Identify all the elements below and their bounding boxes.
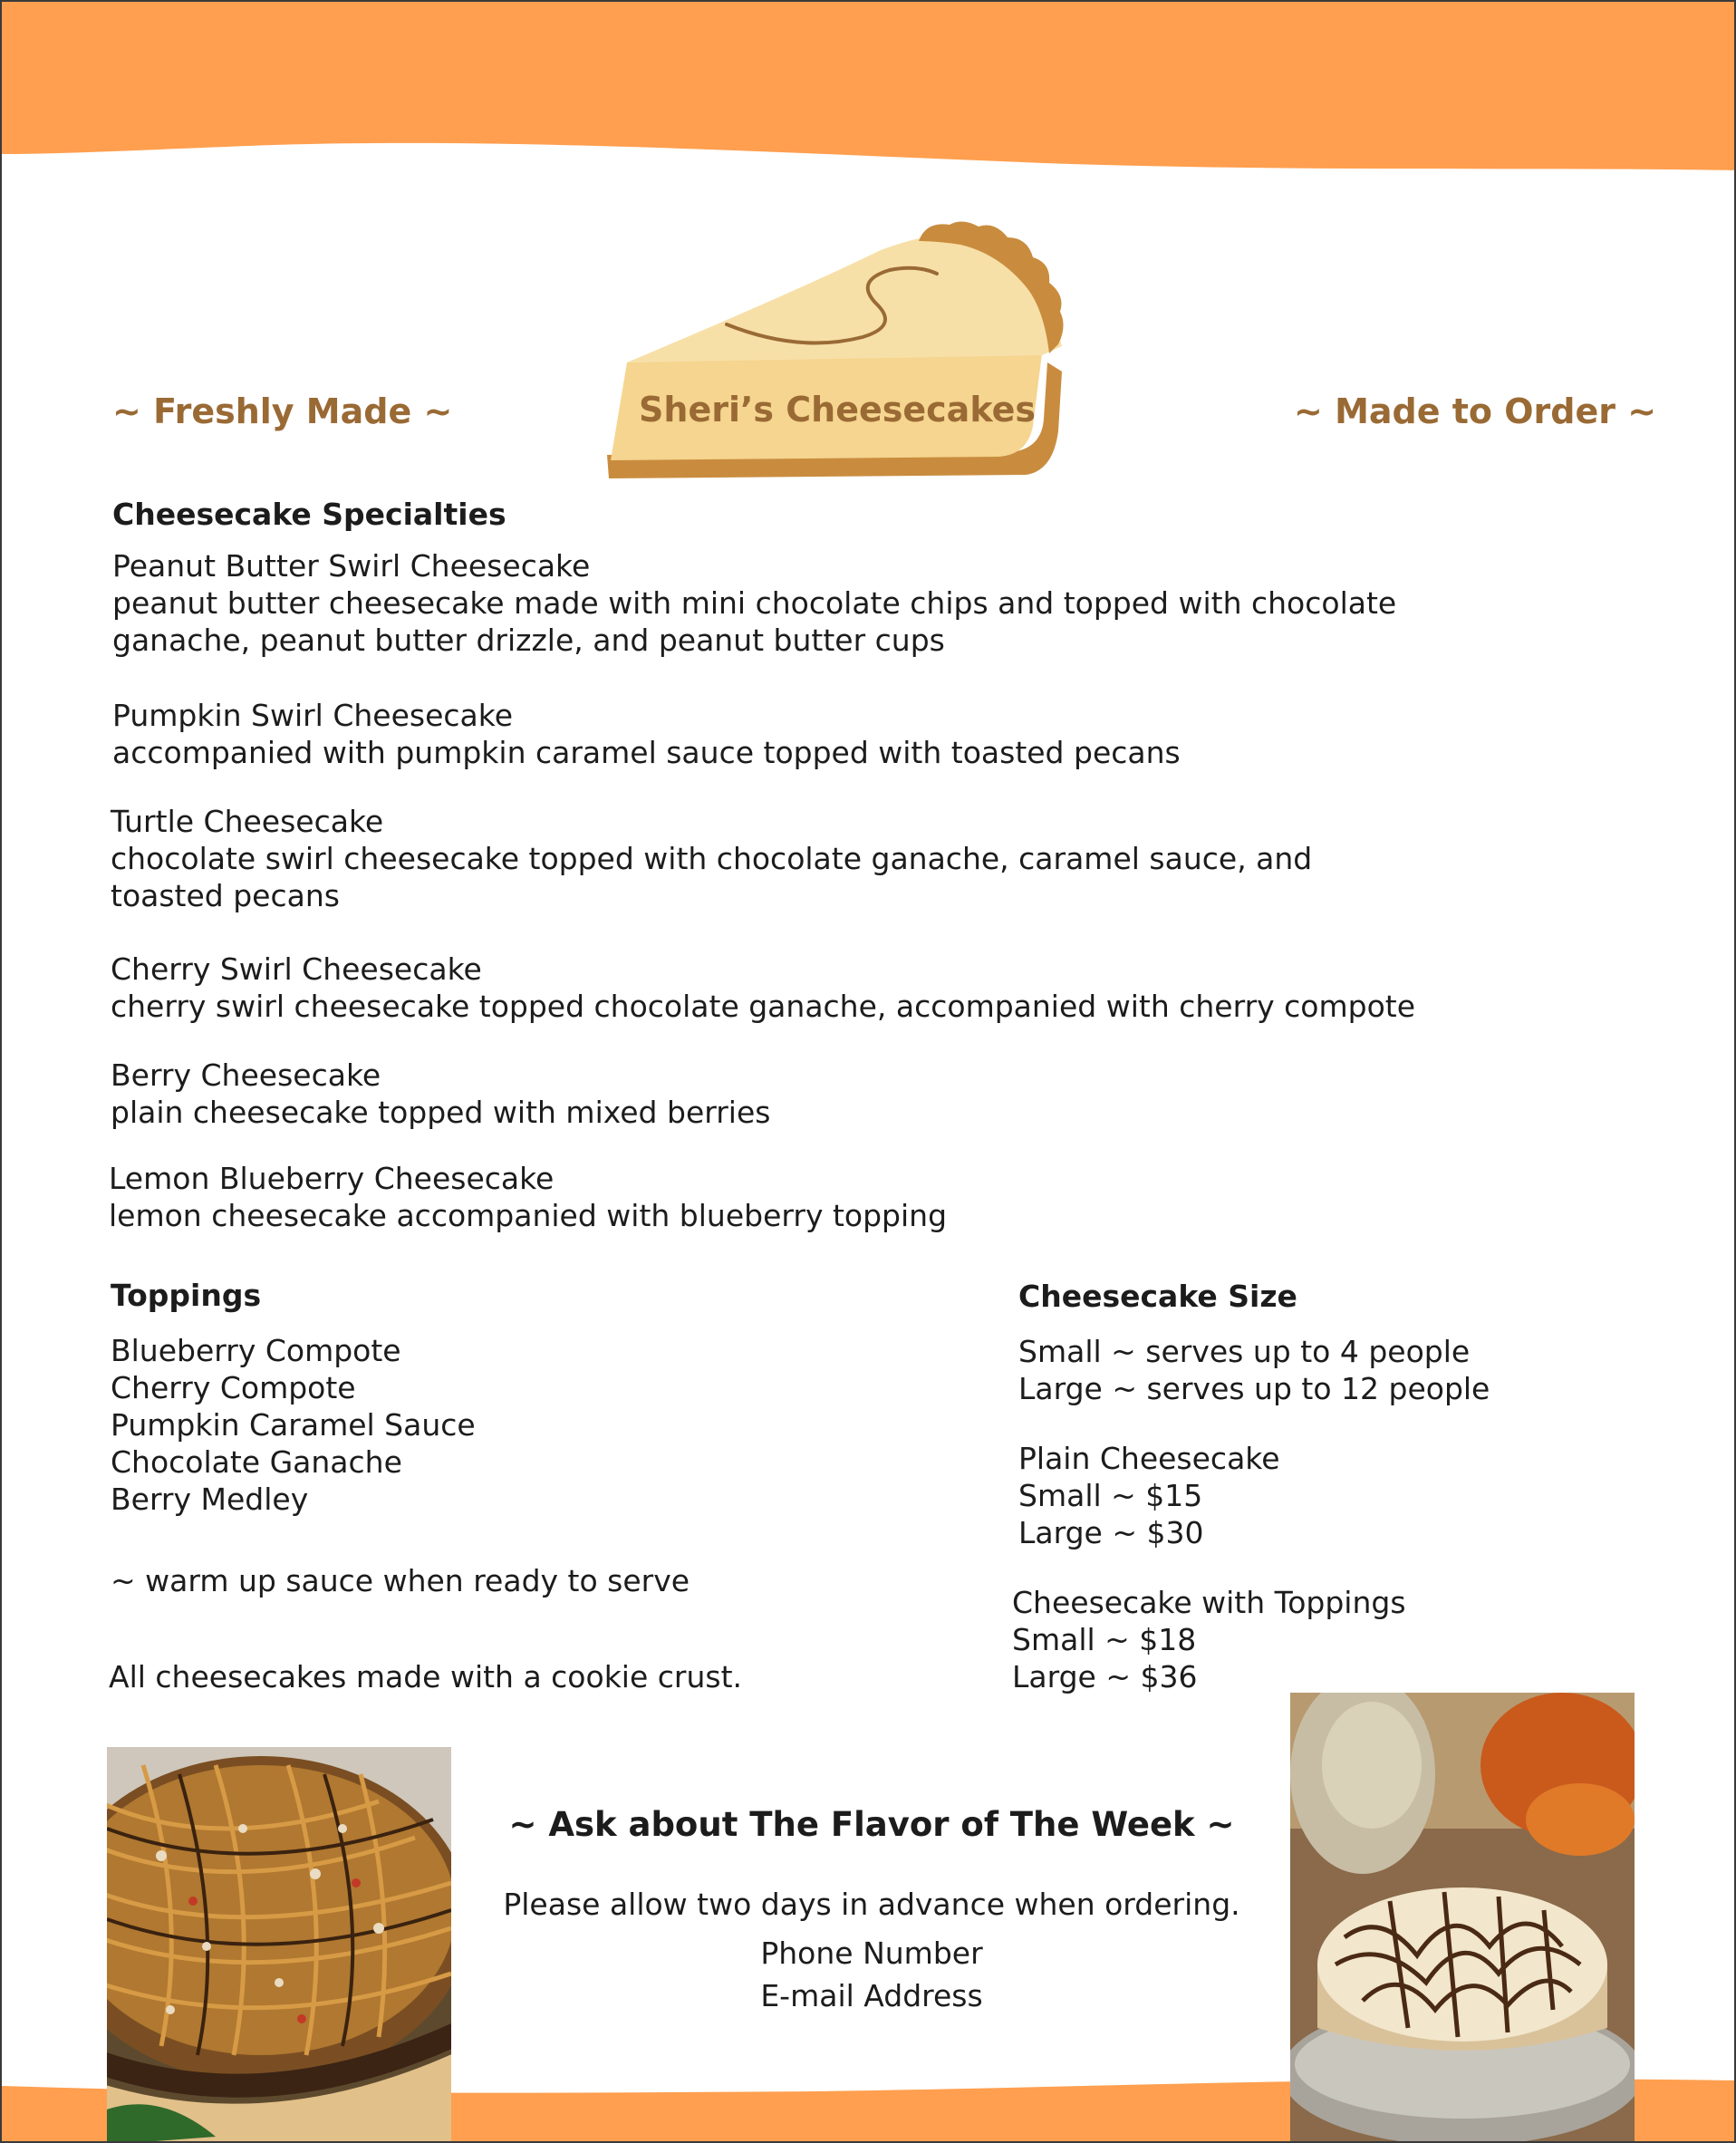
toppings-large-price: Large ~ $36 bbox=[1012, 1659, 1198, 1694]
size-serving-list bbox=[1018, 1333, 1490, 1407]
menu-item bbox=[112, 697, 1181, 771]
turtle-cheesecake-photo bbox=[107, 1747, 451, 2143]
brand-name: Sheri’s Cheesecakes bbox=[639, 390, 1036, 430]
menu-item-description: ganache, peanut butter drizzle, and peanut butter cups bbox=[112, 623, 945, 658]
made-to-order-tagline: ~ Made to Order ~ bbox=[1294, 391, 1657, 431]
toppings-price-block bbox=[1012, 1584, 1406, 1695]
list-item: Cherry Compote bbox=[111, 1370, 356, 1405]
menu-item bbox=[111, 803, 1312, 914]
menu-item-description: toasted pecans bbox=[111, 878, 340, 913]
size-heading: Cheesecake Size bbox=[1018, 1279, 1297, 1314]
toppings-title: Cheesecake with Toppings bbox=[1012, 1585, 1406, 1620]
menu-item-name: Turtle Cheesecake bbox=[111, 804, 384, 839]
menu-item bbox=[109, 1160, 947, 1234]
list-item: Blueberry Compote bbox=[111, 1333, 401, 1368]
top-wave-banner bbox=[2, 2, 1736, 183]
menu-item bbox=[111, 951, 1415, 1025]
toppings-heading: Toppings bbox=[111, 1278, 262, 1313]
plain-large-price: Large ~ $30 bbox=[1018, 1515, 1204, 1550]
flavor-of-week-text: ~ Ask about The Flavor of The Week ~ bbox=[508, 1805, 1235, 1844]
menu-item-description: peanut butter cheesecake made with mini chocolate chips and topped with chocolate bbox=[112, 585, 1397, 621]
menu-item-name: Pumpkin Swirl Cheesecake bbox=[112, 698, 514, 733]
drizzle-cheesecake-photo bbox=[1290, 1693, 1635, 2143]
menu-item-name: Berry Cheesecake bbox=[111, 1057, 381, 1093]
menu-item-description: accompanied with pumpkin caramel sauce topped with toasted pecans bbox=[112, 735, 1181, 770]
plain-price-block bbox=[1018, 1440, 1280, 1551]
warm-up-note: ~ warm up sauce when ready to serve bbox=[111, 1563, 690, 1598]
menu-item-name: Lemon Blueberry Cheesecake bbox=[109, 1161, 555, 1196]
menu-item bbox=[111, 1057, 770, 1131]
menu-item-description: lemon cheesecake accompanied with blueberry topping bbox=[109, 1198, 948, 1233]
crust-note: All cheesecakes made with a cookie crust. bbox=[109, 1659, 743, 1694]
menu-item-name: Peanut Butter Swirl Cheesecake bbox=[112, 548, 591, 584]
phone-number: Phone Number bbox=[760, 1935, 983, 1971]
toppings-list bbox=[111, 1332, 476, 1518]
small-serves-text: Small ~ serves up to 4 people bbox=[1018, 1334, 1471, 1369]
specialties-heading: Cheesecake Specialties bbox=[112, 497, 506, 532]
cheesecake-slice-icon bbox=[600, 217, 1107, 480]
freshly-made-tagline: ~ Freshly Made ~ bbox=[112, 391, 453, 431]
list-item: Berry Medley bbox=[111, 1482, 309, 1517]
menu-item-description: cherry swirl cheesecake topped chocolate ganache, accompanied with cherry compote bbox=[111, 989, 1416, 1024]
plain-small-price: Small ~ $15 bbox=[1018, 1478, 1203, 1513]
plain-title: Plain Cheesecake bbox=[1018, 1441, 1280, 1476]
list-item: Chocolate Ganache bbox=[111, 1444, 402, 1480]
menu-item-description: chocolate swirl cheesecake topped with chocolate ganache, caramel sauce, and bbox=[111, 841, 1313, 876]
large-serves-text: Large ~ serves up to 12 people bbox=[1018, 1371, 1490, 1406]
menu-item bbox=[112, 547, 1396, 659]
toppings-small-price: Small ~ $18 bbox=[1012, 1622, 1197, 1657]
menu-item-description: plain cheesecake topped with mixed berries bbox=[111, 1095, 771, 1130]
email-address: E-mail Address bbox=[760, 1978, 983, 2013]
list-item: Pumpkin Caramel Sauce bbox=[111, 1407, 476, 1443]
advance-order-note: Please allow two days in advance when ordering. bbox=[503, 1887, 1240, 1922]
menu-item-name: Cherry Swirl Cheesecake bbox=[111, 951, 482, 987]
